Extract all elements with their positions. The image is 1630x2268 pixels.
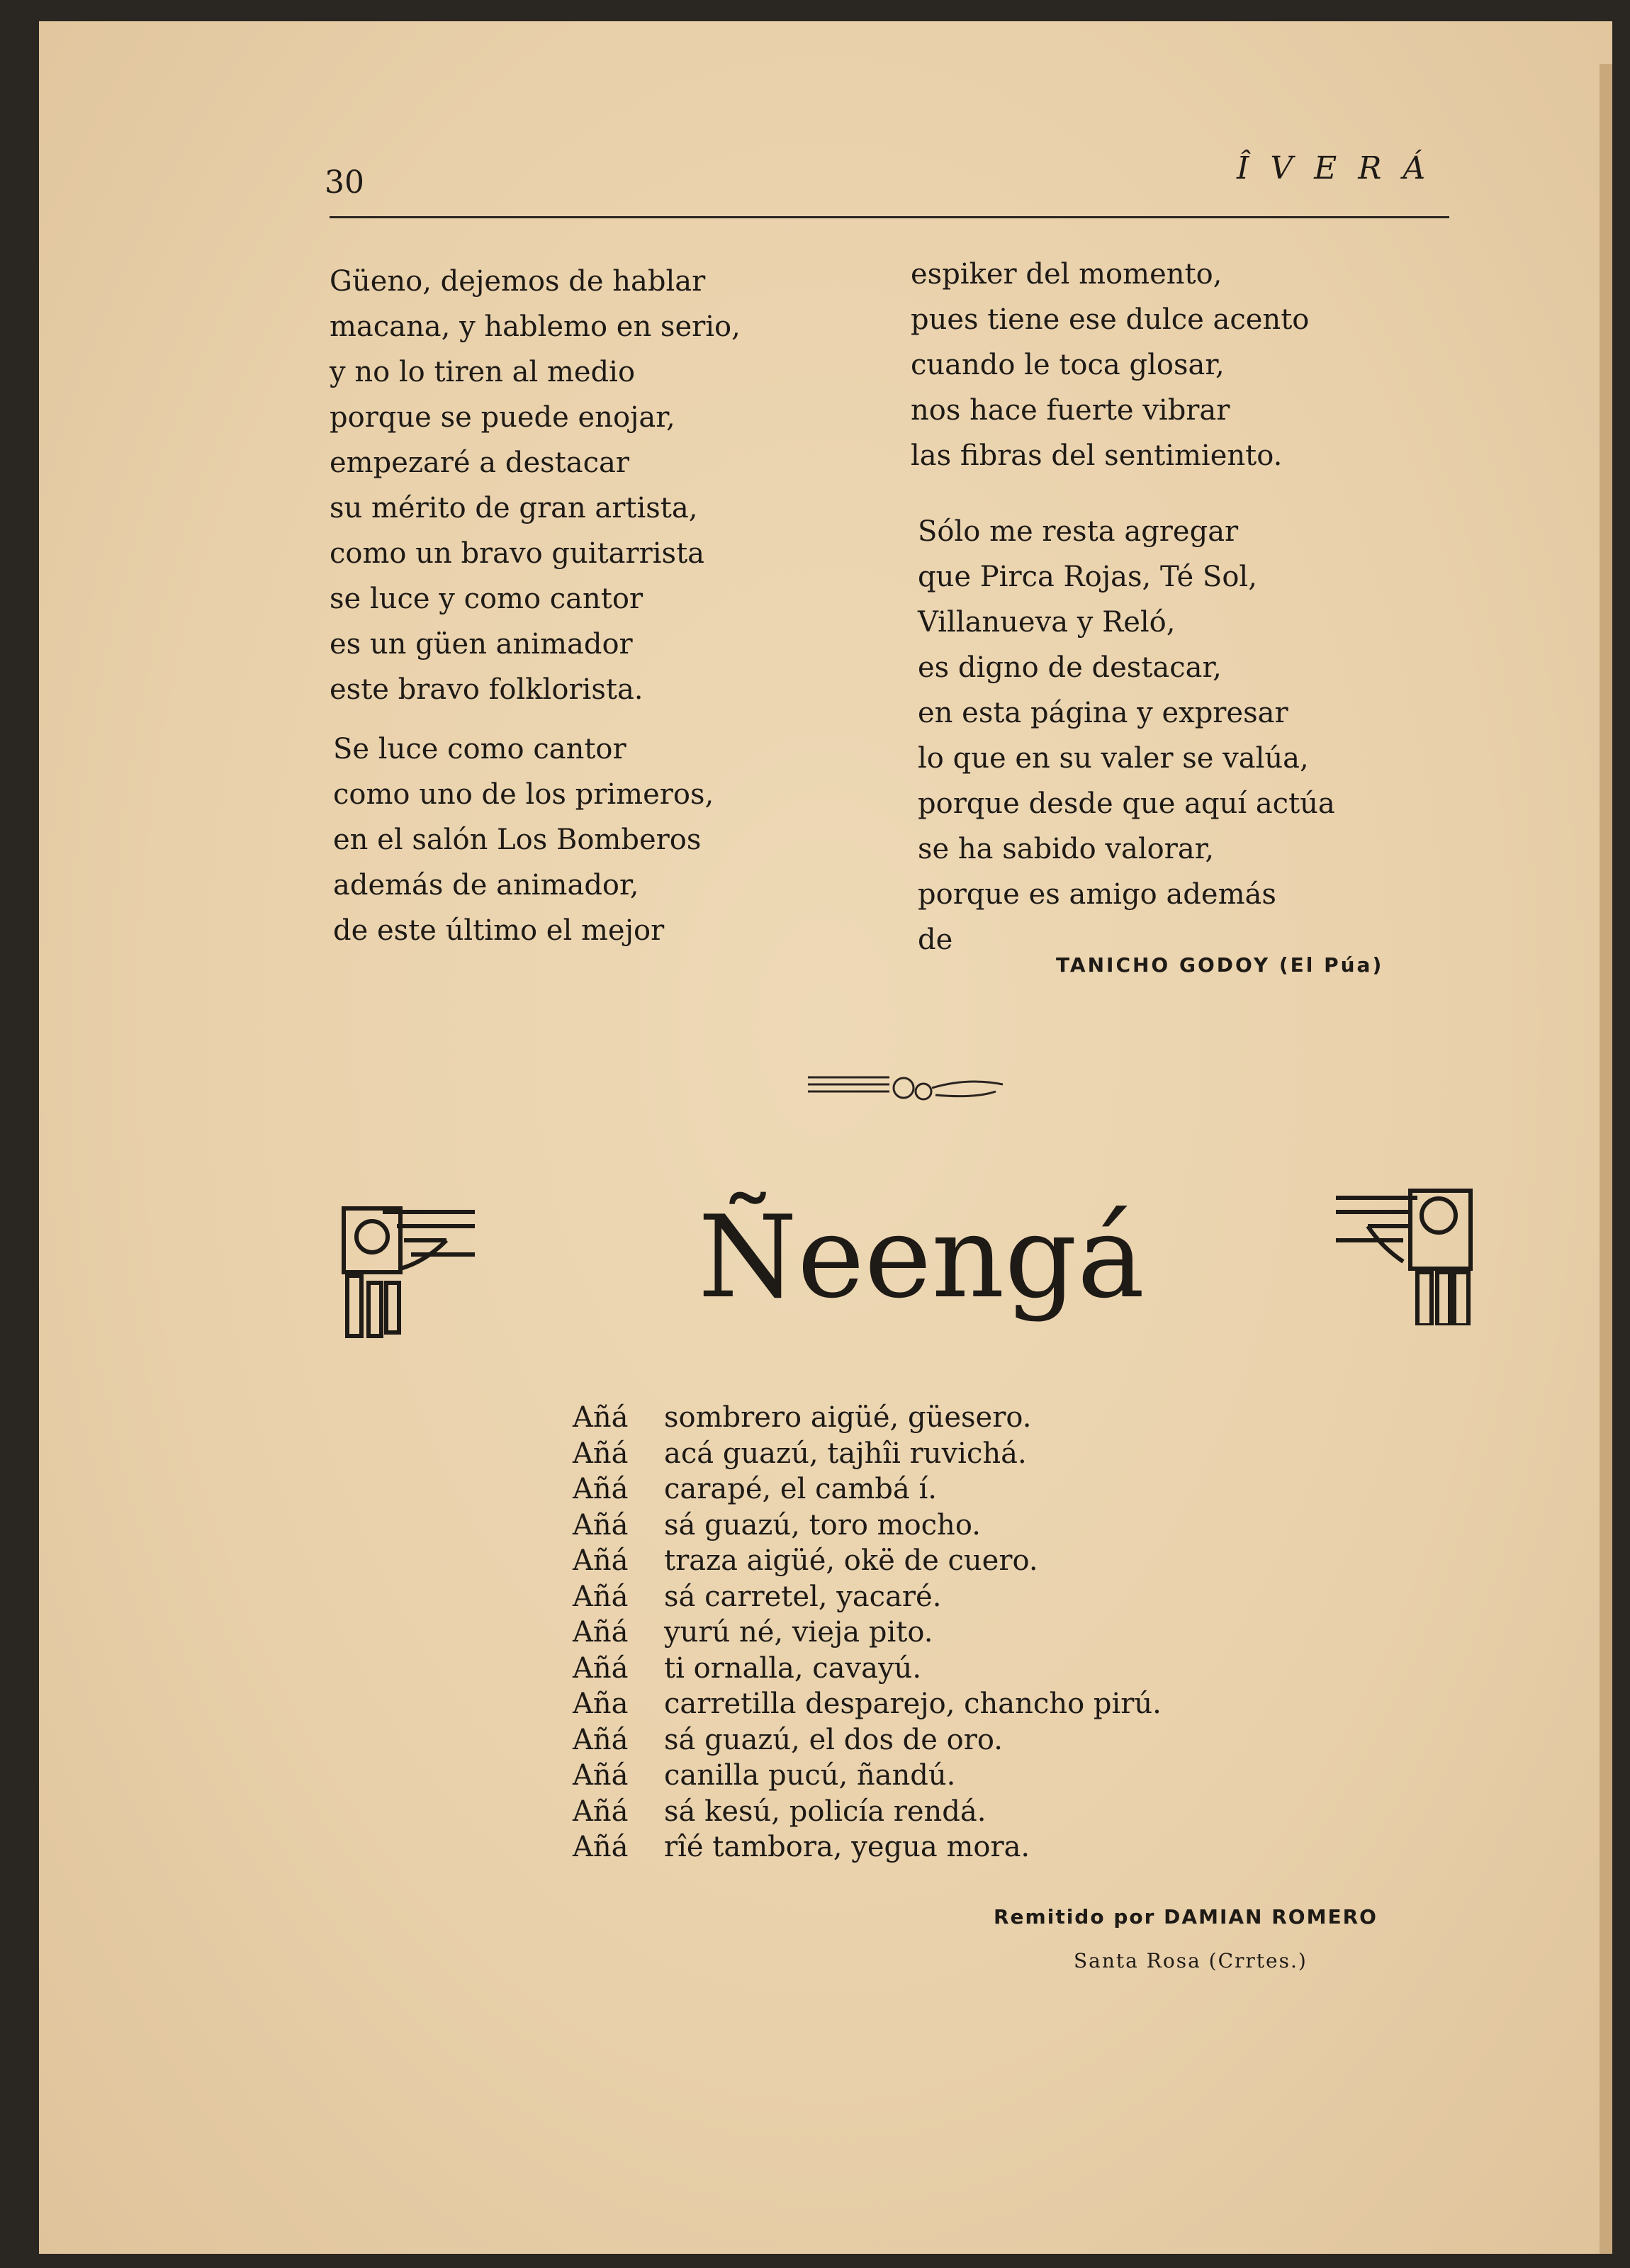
verse-line: nos hace fuerte vibrar	[911, 394, 1230, 427]
verse-line: este bravo folklorista.	[330, 673, 643, 706]
line-text: rîé tambora, yegua mora.	[664, 1831, 1030, 1863]
line-lead-word: Añá	[573, 1544, 629, 1577]
verse-line: espiker del momento,	[911, 258, 1222, 291]
line-lead-word: Añá	[573, 1473, 629, 1505]
poem-line	[573, 1615, 1162, 1651]
verse-line: en esta página y expresar	[918, 697, 1288, 729]
verse-line: lo que en su valer se valúa,	[918, 742, 1309, 775]
verse-line: cuando le toca glosar,	[911, 349, 1225, 381]
line-text: sá guazú, toro mocho.	[664, 1508, 981, 1542]
poem-line	[573, 1722, 1162, 1758]
ornament-divider	[804, 1063, 1010, 1113]
verse-line: de	[918, 924, 953, 956]
line-text: yurú né, vieja pito.	[664, 1616, 933, 1649]
line-text: sá kesú, policía rendá.	[664, 1795, 987, 1828]
line-text: carapé, el cambá í.	[664, 1473, 937, 1505]
line-lead-word: Añá	[573, 1616, 629, 1649]
line-lead-word: Añá	[573, 1508, 629, 1542]
verse-line: es digno de destacar,	[918, 651, 1222, 684]
verse-line: porque es amigo además	[918, 878, 1276, 911]
line-text: acá guazú, tajhîi ruvichá.	[664, 1437, 1027, 1470]
verse-line: las fibras del sentimiento.	[911, 439, 1283, 472]
line-text: carretilla desparejo, chancho pirú.	[664, 1688, 1162, 1720]
verse-line: como uno de los primeros,	[333, 778, 714, 811]
line-lead-word: Añá	[573, 1759, 629, 1792]
magazine-title: Î V E R Á	[1237, 150, 1432, 186]
poem-line	[573, 1436, 1162, 1472]
line-lead-word: Añá	[573, 1795, 629, 1828]
verse-line: en el salón Los Bomberos	[333, 824, 702, 856]
line-text: canilla pucú, ñandú.	[664, 1759, 956, 1792]
verse-line: Güeno, dejemos de hablar	[330, 265, 706, 298]
article-credit: Remitido por DAMIAN ROMERO	[994, 1905, 1378, 1929]
line-text: sombrero aigüé, güesero.	[664, 1401, 1032, 1434]
poem-line	[573, 1400, 1162, 1436]
verse-line: Se luce como cantor	[333, 733, 626, 765]
poem-line	[573, 1579, 1162, 1615]
verse-line: que Pirca Rojas, Té Sol,	[918, 561, 1257, 593]
header-rule	[330, 216, 1449, 218]
line-text: traza aigüé, okë de cuero.	[664, 1544, 1038, 1577]
line-lead-word: Añá	[573, 1437, 629, 1470]
line-lead-word: Añá	[573, 1580, 629, 1613]
verse-line: macana, y hablemo en serio,	[330, 310, 741, 343]
line-lead-word: Añá	[573, 1723, 629, 1756]
poem-line	[573, 1829, 1162, 1865]
line-lead-word: Añá	[573, 1401, 629, 1434]
line-lead-word: Añá	[573, 1831, 629, 1863]
line-text: sá carretel, yacaré.	[664, 1580, 942, 1613]
article-poem	[573, 1400, 1162, 1865]
verse-line: de este último el mejor	[333, 914, 665, 947]
poem-line	[573, 1758, 1162, 1794]
verse-line: como un bravo guitarrista	[330, 537, 704, 570]
poem-line	[573, 1471, 1162, 1508]
page-number: 30	[325, 164, 364, 201]
page-edge	[1600, 64, 1612, 2254]
verse-line: se luce y como cantor	[330, 583, 643, 615]
right-stanza-1	[911, 252, 1309, 478]
line-text: ti ornalla, cavayú.	[664, 1651, 922, 1685]
verse-line: se ha sabido valorar,	[918, 833, 1215, 865]
line-text: sá guazú, el dos de oro.	[664, 1723, 1003, 1756]
article-title: Ñeengá	[698, 1191, 1145, 1323]
verse-line: porque se puede enojar,	[330, 401, 675, 434]
verse-line: pues tiene ese dulce acento	[911, 303, 1310, 336]
poem-line	[573, 1651, 1162, 1687]
verse-line: Sólo me resta agregar	[918, 515, 1239, 548]
verse-line: Villanueva y Reló,	[918, 606, 1176, 639]
left-stanza-2	[333, 726, 714, 953]
poem-line	[573, 1794, 1162, 1830]
line-lead-word: Añá	[573, 1651, 629, 1685]
line-lead-word: Aña	[573, 1688, 629, 1720]
verse-line: es un güen animador	[330, 628, 633, 661]
right-stanza-2	[918, 509, 1335, 962]
verse-line: además de animador,	[333, 869, 639, 902]
verse-line: empezaré a destacar	[330, 447, 629, 479]
decorative-glyph-left	[340, 1198, 482, 1340]
verse-line: y no lo tiren al medio	[330, 356, 636, 388]
decorative-glyph-right	[1332, 1184, 1474, 1325]
verse-line: porque desde que aquí actúa	[918, 787, 1335, 820]
poem-line	[573, 1508, 1162, 1544]
left-stanza-1	[330, 259, 741, 712]
poem-line	[573, 1543, 1162, 1579]
article-location: Santa Rosa (Crrtes.)	[1074, 1949, 1308, 1972]
poem-author: TANICHO GODOY (El Púa)	[1056, 953, 1384, 977]
verse-line: su mérito de gran artista,	[330, 492, 698, 524]
poem-line	[573, 1686, 1162, 1722]
